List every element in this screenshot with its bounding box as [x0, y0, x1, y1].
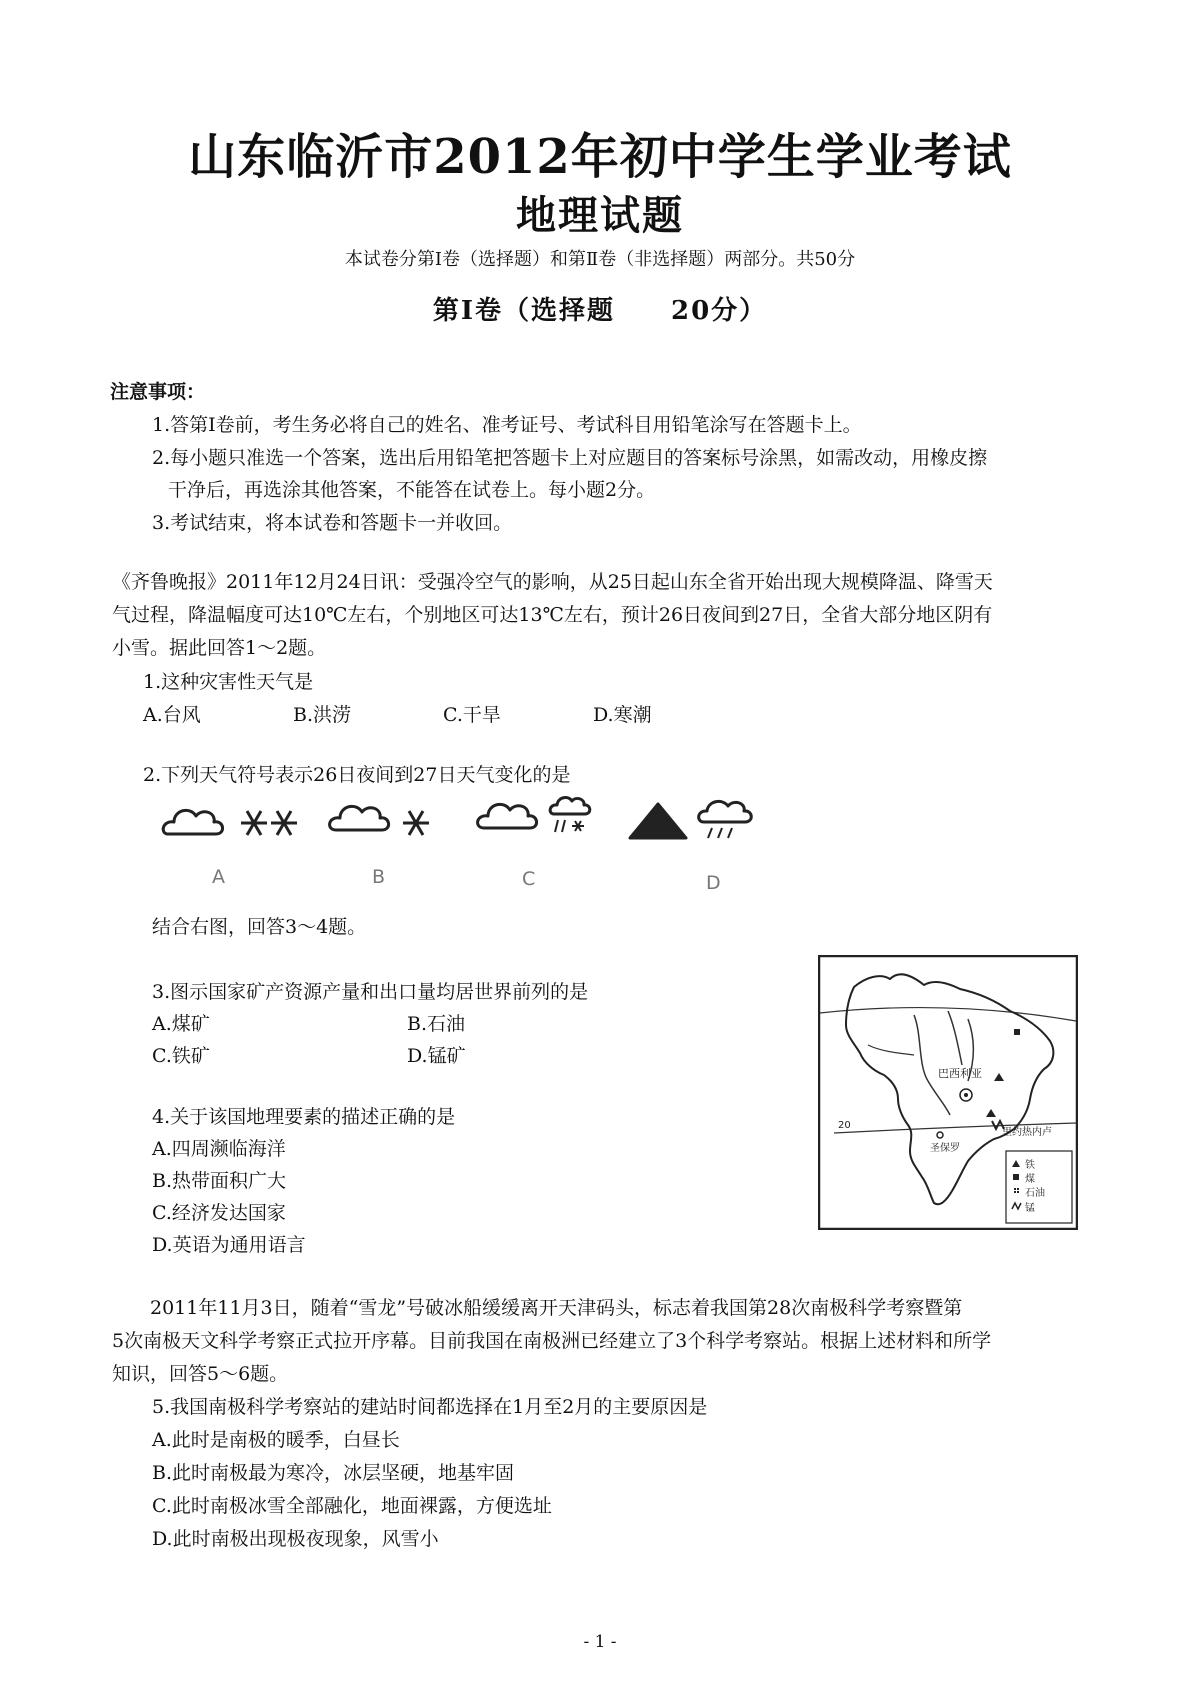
map-intro: 结合右图，回答3～4题。 — [152, 916, 367, 938]
snowflake-icon — [241, 811, 267, 835]
q4-option-a: A.四周濒临海洋 — [152, 1138, 286, 1160]
sleet-cloud-icon — [550, 798, 590, 814]
latitude-label: 20 — [838, 1120, 851, 1131]
legend-item: 铁 — [1025, 1160, 1035, 1171]
symbol-label-c: C — [522, 868, 536, 890]
q5-stem: 5.我国南极科学考察站的建站时间都选择在1月至2月的主要原因是 — [152, 1396, 708, 1418]
capital-label: 巴西利亚 — [938, 1067, 982, 1080]
legend-oil-symbol — [1014, 1188, 1016, 1190]
passage1-line-2: 气过程，降温幅度可达10℃左右，个别地区可达13℃左右，预计26日夜间到27日，全省大部分地区阴有 — [112, 604, 993, 626]
snowflake-icon — [403, 811, 429, 835]
legend-item: 石油 — [1025, 1188, 1045, 1199]
cloud-icon — [478, 804, 537, 828]
city-marker — [937, 1132, 943, 1138]
city1-label: 里约热内卢 — [1002, 1127, 1052, 1138]
q1-option-d: D.寒潮 — [593, 704, 652, 726]
legend-item: 煤 — [1025, 1174, 1035, 1185]
passage1-line-3: 小雪。据此回答1～2题。 — [112, 637, 327, 659]
q5-option-b: B.此时南极最为寒冷，冰层坚硬，地基牢固 — [152, 1462, 515, 1484]
exam-intro: 本试卷分第Ⅰ卷（选择题）和第Ⅱ卷（非选择题）两部分。共50分 — [344, 249, 856, 270]
q1-option-c: C.干旱 — [443, 704, 501, 726]
q5-option-c: C.此时南极冰雪全部融化，地面裸露，方便选址 — [152, 1495, 552, 1517]
passage2-line-1: 2011年11月3日，随着“雪龙”号破冰船缓缓离开天津码头，标志着我国第28次南极科学考察暨第 — [150, 1297, 963, 1319]
q3-option-a: A.煤矿 — [152, 1013, 210, 1035]
note-item-1: 1.答第Ⅰ卷前，考生务必将自己的姓名、准考证号、考试科目用铅笔涂写在答题卡上。 — [152, 414, 862, 436]
q3-option-b: B.石油 — [407, 1013, 466, 1035]
passage2-line-2: 5次南极天文科学考察正式拉开序幕。目前我国在南极洲已经建立了3个科学考察站。根据上述材料和所学 — [112, 1330, 992, 1352]
q5-option-a: A.此时是南极的暖季，白昼长 — [152, 1429, 400, 1451]
q3-option-c: C.铁矿 — [152, 1045, 210, 1067]
legend-item: 锰 — [1025, 1203, 1035, 1214]
city2-label: 圣保罗 — [930, 1143, 960, 1154]
symbol-label-d: D — [706, 872, 721, 894]
q1-stem: 1.这种灾害性天气是 — [143, 671, 314, 693]
snowflake-icon — [271, 811, 297, 835]
q4-option-c: C.经济发达国家 — [152, 1202, 286, 1224]
rain-cloud-icon — [699, 801, 752, 822]
symbol-label-b: B — [372, 866, 386, 888]
q4-stem: 4.关于该国地理要素的描述正确的是 — [152, 1106, 456, 1128]
page-number: - 1 - — [583, 1632, 617, 1652]
section-title: 第Ⅰ卷（选择题 20分） — [432, 296, 768, 326]
q1-option-b: B.洪涝 — [293, 704, 352, 726]
q5-option-d: D.此时南极出现极夜现象，风雪小 — [152, 1528, 439, 1550]
symbol-label-a: A — [212, 866, 225, 888]
q2-stem: 2.下列天气符号表示26日夜间到27日天气变化的是 — [143, 764, 571, 786]
passage1-line-1: 《齐鲁晚报》2011年12月24日讯：受强冷空气的影响，从25日起山东全省开始出现大规模降温、降雪天 — [112, 571, 993, 593]
notes-heading: 注意事项： — [110, 381, 206, 403]
note-item-3: 3.考试结束，将本试卷和答题卡一并收回。 — [152, 512, 513, 534]
cloud-icon — [330, 806, 389, 830]
legend-coal-symbol — [1013, 1174, 1019, 1180]
q3-option-d: D.锰矿 — [407, 1045, 466, 1067]
cloud-icon — [163, 810, 222, 834]
triangle-icon — [630, 804, 686, 838]
note-item-2-cont: 干净后，再选涂其他答案，不能答在试卷上。每小题2分。 — [168, 479, 656, 501]
q1-option-a: A.台风 — [143, 704, 201, 726]
q4-option-d: D.英语为通用语言 — [152, 1234, 306, 1256]
weather-symbols — [160, 790, 800, 870]
q3-stem: 3.图示国家矿产资源产量和出口量均居世界前列的是 — [152, 981, 589, 1003]
passage2-line-3: 知识，回答5～6题。 — [112, 1363, 289, 1385]
exam-title: 山东临沂市2012年初中学生学业考试 — [188, 129, 1012, 185]
coal-symbol — [1014, 1029, 1020, 1035]
note-item-2: 2.每小题只准选一个答案，选出后用铅笔把答题卡上对应题目的答案标号涂黑，如需改动，用橡皮擦 — [152, 447, 988, 469]
q4-option-b: B.热带面积广大 — [152, 1170, 287, 1192]
subject-title: 地理试题 — [516, 192, 684, 239]
brazil-map — [818, 955, 1078, 1230]
